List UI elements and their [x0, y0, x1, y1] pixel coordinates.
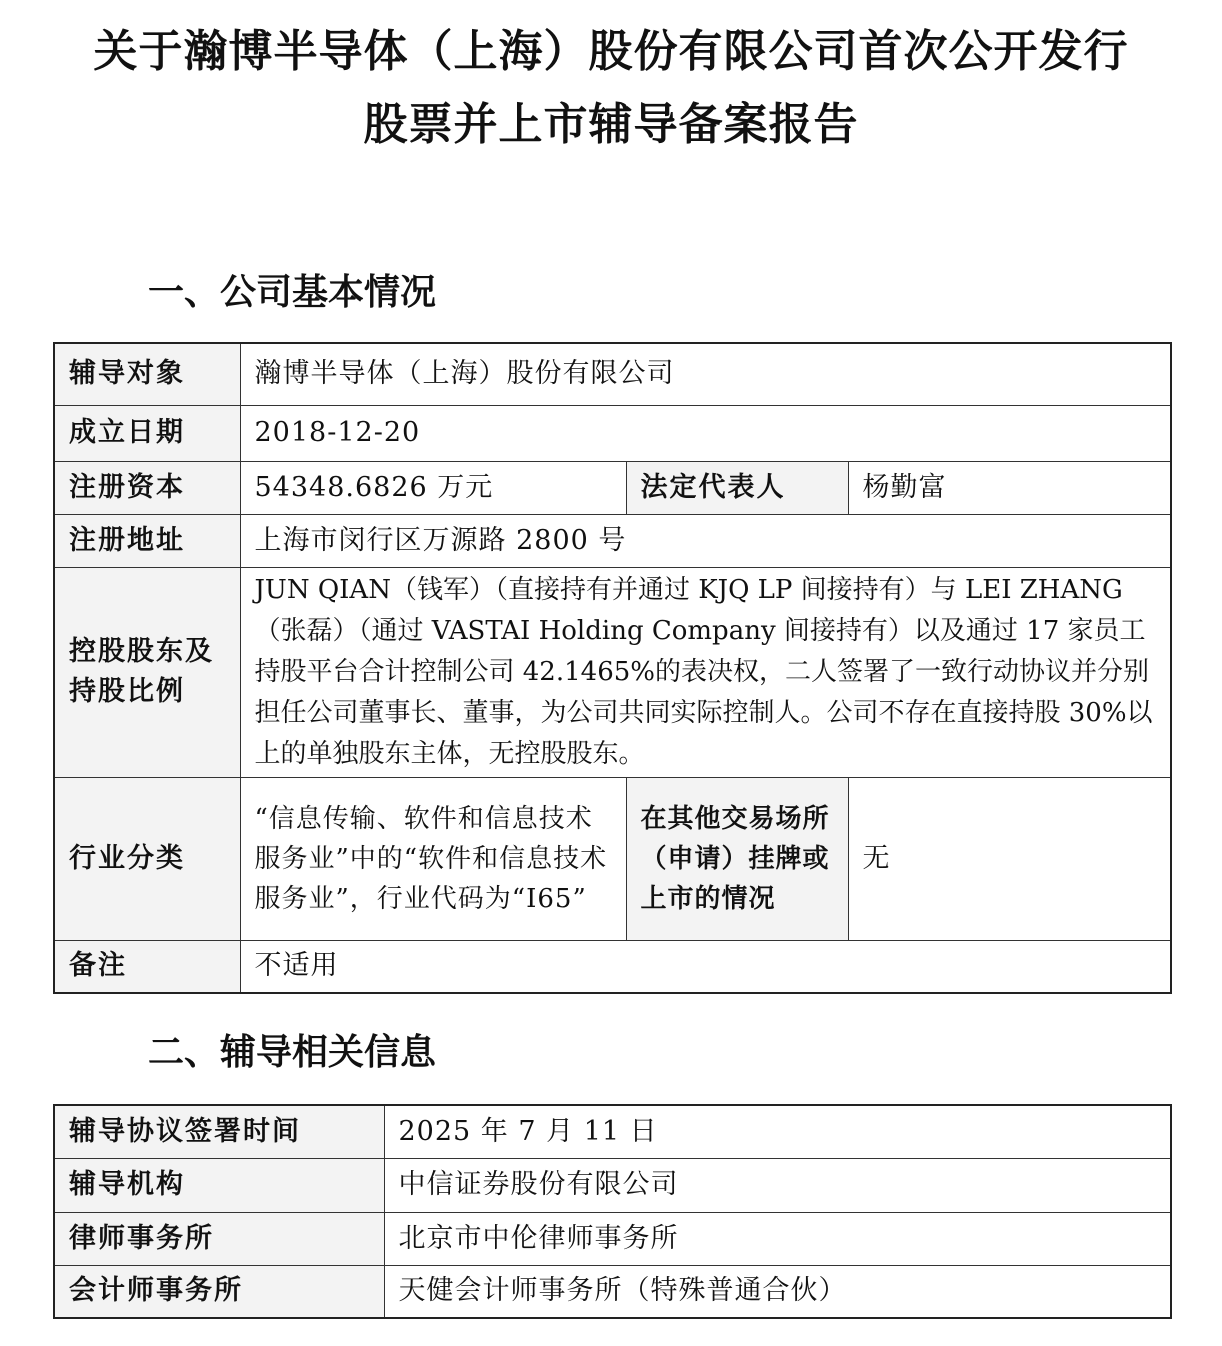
agency-value: 中信证券股份有限公司: [384, 1158, 1171, 1212]
table-row: [54, 1105, 1171, 1158]
section-heading-tutoring-info: 二、辅导相关信息: [148, 1032, 437, 1073]
law-firm-value: 北京市中伦律师事务所: [384, 1212, 1171, 1265]
table-row: [54, 1212, 1171, 1265]
capital-label: 注册资本: [54, 461, 240, 514]
table-row: [54, 777, 1171, 940]
table-row: [54, 343, 1171, 405]
table-row: [54, 567, 1171, 777]
other-listing-value: 无: [848, 777, 1171, 940]
company-info-table: [53, 342, 1172, 994]
agency-label: 辅导机构: [54, 1158, 384, 1212]
legal-rep-value: 杨勤富: [848, 461, 1171, 514]
table-row: [54, 514, 1171, 567]
target-label: 辅导对象: [54, 343, 240, 405]
address-value: 上海市闵行区万源路 2800 号: [240, 514, 1171, 567]
address-label: 注册地址: [54, 514, 240, 567]
report-title-line1: 关于瀚博半导体（上海）股份有限公司首次公开发行: [93, 26, 1129, 77]
agreement-label: 辅导协议签署时间: [54, 1105, 384, 1158]
table-row: [54, 1158, 1171, 1212]
founded-value: 2018-12-20: [240, 405, 1171, 461]
capital-value: 54348.6826 万元: [240, 461, 626, 514]
table-row: [54, 940, 1171, 993]
law-firm-label: 律师事务所: [54, 1212, 384, 1265]
accounting-firm-label: 会计师事务所: [54, 1265, 384, 1318]
agreement-value: 2025 年 7 月 11 日: [384, 1105, 1171, 1158]
industry-value: “信息传输、软件和信息技术服务业”中的“软件和信息技术服务业”，行业代码为“I65”: [240, 777, 626, 940]
target-value: 瀚博半导体（上海）股份有限公司: [240, 343, 1171, 405]
remark-value: 不适用: [240, 940, 1171, 993]
report-title-line2: 股票并上市辅导备案报告: [363, 99, 859, 150]
table-row: [54, 405, 1171, 461]
other-listing-label: 在其他交易场所（申请）挂牌或上市的情况: [626, 777, 848, 940]
industry-label: 行业分类: [54, 777, 240, 940]
legal-rep-label: 法定代表人: [626, 461, 848, 514]
section-heading-company-info: 一、公司基本情况: [148, 272, 437, 313]
table-row: [54, 1265, 1171, 1318]
remark-label: 备注: [54, 940, 240, 993]
accounting-firm-value: 天健会计师事务所（特殊普通合伙）: [384, 1265, 1171, 1318]
founded-label: 成立日期: [54, 405, 240, 461]
holder-value: JUN QIAN（钱军）（直接持有并通过 KJQ LP 间接持有）与 LEI ZHANG（张磊）（通过 VASTAI Holding Company 间接持有）以及通过 17 家员工持股平台合计控制公司 42.1465%的表决权，二人签署了一致行动协议并分别担任公司董事长、董事，为公司共同实际控制人。公司不存在直接持股 30%以上的单独股东主体，无控股股东。: [240, 567, 1171, 777]
table-row: [54, 461, 1171, 514]
holder-label: 控股股东及持股比例: [54, 567, 240, 777]
tutoring-info-table: [53, 1104, 1172, 1319]
